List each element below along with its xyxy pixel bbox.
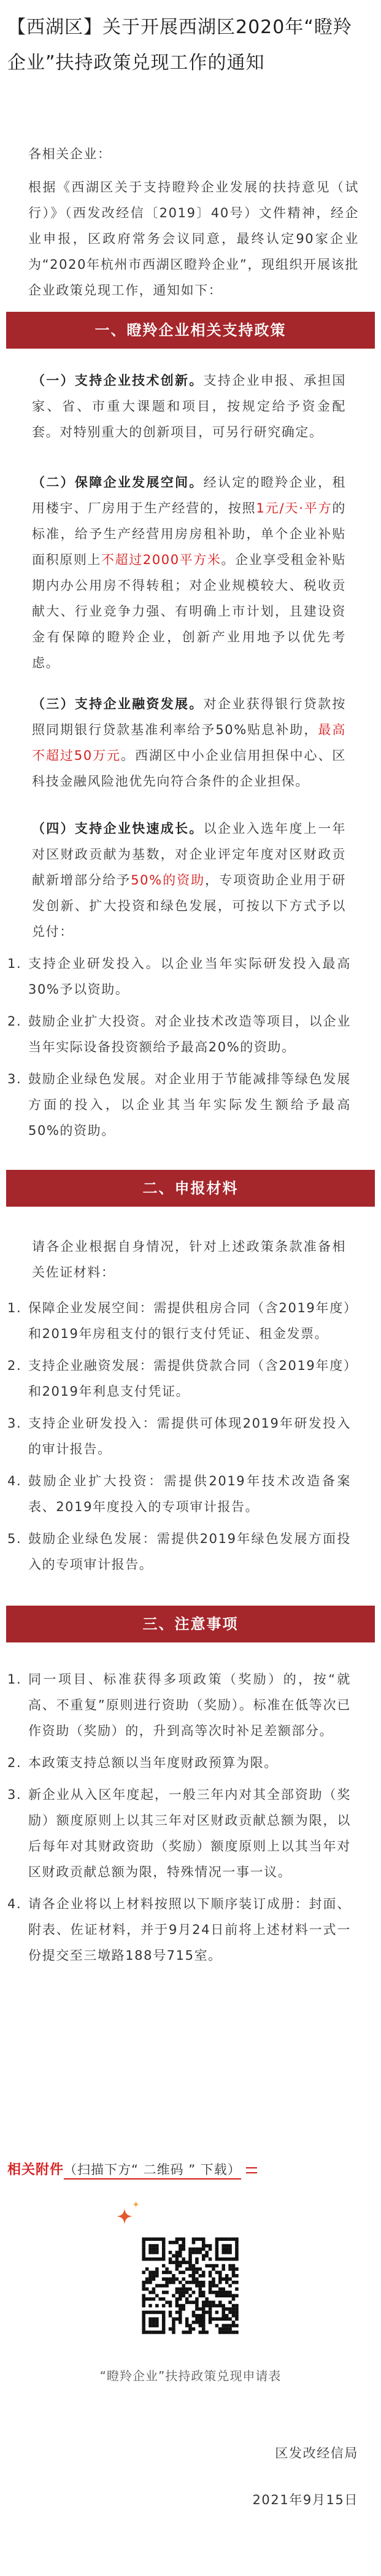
sparkle-icon [133,2201,139,2208]
policy-text: 经认定的瞪羚企业，租用楼宇、厂房用于生产经营的，按照 [32,475,346,516]
list-item [7,1295,351,1347]
policy-text: ，专项资助企业用于研发创新、扩大投资和绿色发展，可按以下方式予以兑付： [32,873,347,939]
policy-item-financing [32,691,346,794]
list-item [7,1666,351,1744]
policy-lead: （三）支持企业融资发展。 [32,697,204,711]
double-bar-decoration [246,2167,257,2173]
attachment-header [7,2157,257,2183]
list-item [7,1750,351,1776]
list-item [7,951,351,1002]
policy-text: 。企业享受租金补贴期内办公用房不得转租；对企业规模较大、税收贡献大、行业竞争力强、有明确上市计划，且建设资金有保障的瞪羚企业，创新产业用地予以优先考虑。 [32,552,347,670]
policy-item-space [32,470,346,676]
issue-date: 2021年9月15日 [252,2493,358,2507]
section-heading: 一、瞪羚企业相关支持政策 [94,322,287,339]
list-item [7,1782,351,1885]
list-item-text: 鼓励企业扩大投资：需提供2019年技术改造备案表、2019年度投入的专项审计报告。 [28,1474,351,1514]
policy-lead: （一）支持企业技术创新。 [32,373,204,388]
policy-item-innovation [32,368,346,445]
attachment-caption: “瞪羚企业”扶持政策兑现申请表 [99,2369,282,2383]
list-item-number: 2. [7,1358,22,1373]
list-item-number: 3. [7,1072,22,1086]
policy-highlight: 不超过2000平方米 [101,552,221,567]
list-item-number: 3. [7,1787,22,1802]
policy-item-growth [32,816,346,945]
section-heading: 二、申报材料 [142,1180,239,1197]
policy-highlight: 50%的资助 [131,873,206,888]
policy-highlight: 1元/天·平方 [256,501,333,516]
list-item-text: 同一项目、标准获得多项政策（奖励）的，按“就高、不重复”原则进行资助（奖励）。标准在低等次已作资助（奖励）的，升到高等次时补足差额部分。 [28,1672,351,1738]
policy-lead: （二）保障企业发展空间。 [32,475,204,490]
policy-highlight: 最高不超过50万元 [32,722,347,763]
policy-text: 的标准，给予生产经营用房房租补助，单个企业补贴面积原则上 [32,501,346,567]
list-item-number: 2. [7,1014,22,1029]
article-title: 【西湖区】关于开展西湖区2020年“瞪羚企业”扶持政策兑现工作的通知 [7,17,352,74]
section-banner-notes [6,1606,375,1642]
list-item-number: 3. [7,1416,22,1431]
list-item-text: 支持企业研发投入。以企业当年实际研发投入最高30%予以资助。 [28,956,351,997]
list-item [7,1526,351,1577]
list-item-text: 请各企业将以上材料按照以下顺序装订成册：封面、附表、佐证材料，并于9月24日前将上述材料一式一份提交至三墩路188号715室。 [28,1897,351,1963]
list-item [7,1066,351,1143]
list-item-number: 4. [7,1474,22,1488]
notes-list [7,1666,351,1968]
list-item-text: 鼓励企业绿色发展。对企业用于节能减排等绿色发展方面的投入，以企业其当年实际发生额给予最高50%的资助。 [28,1072,351,1138]
materials-list [7,1295,351,1577]
section-banner-materials [6,1170,375,1207]
attachment-hint: （扫描下方“ 二维码 ” 下载） [64,2162,241,2180]
list-item-number: 5. [7,1531,22,1546]
attachment-label: 相关附件 [7,2162,64,2178]
list-item-number: 1. [7,1672,22,1687]
policy-text: 。西湖区中小企业信用担保中心、区科技金融风险池优先向符合条件的企业担保。 [32,748,346,789]
materials-intro: 请各企业根据自身情况，针对上述政策条款准备相关佐证材料： [32,1239,346,1280]
list-item-number: 1. [7,1301,22,1315]
list-item-text: 新企业从入区年度起，一般三年内对其全部资助（奖励）额度原则上以其三年对区财政贡献总额为限，以后每年对其财政资助（奖励）额度原则上以其当年对区财政贡献总额为限，特殊情况一事一议。 [28,1787,351,1879]
intro-paragraph: 根据《西湖区关于支持瞪羚企业发展的扶持意见（试行）》（西发改经信〔2019〕40号）文件精神，经企业申报，区政府常务会议同意，最终认定90家企业为“2020年杭州市西湖区瞪羚企业”，现组织开展该批企业政策兑现工作，通知如下： [28,180,359,298]
list-item-text: 本政策支持总额以当年度财政预算为限。 [28,1755,278,1770]
growth-subsidy-list [7,951,351,1143]
list-item-text: 支持企业融资发展：需提供贷款合同（含2019年度）和2019年利息支付凭证。 [28,1358,351,1399]
policy-text: 对企业获得银行贷款按照同期银行贷款基准利率给予50%贴息补助， [32,697,346,737]
policy-text: 支持企业申报、承担国家、省、市重大课题和项目，按规定给予资金配套。对特别重大的创新项目，可另行研究确定。 [32,373,346,439]
list-item-number: 4. [7,1897,22,1911]
greeting-text: 各相关企业： [28,147,112,161]
list-item-text: 鼓励企业绿色发展：需提供2019年绿色发展方面投入的专项审计报告。 [28,1531,351,1572]
list-item-text: 保障企业发展空间：需提供租房合同（含2019年度）和2019年房租支付的银行支付凭证、租金发票。 [28,1301,351,1341]
list-item-text: 支持企业研发投入：需提供可体现2019年研发投入的审计报告。 [28,1416,351,1456]
list-item [7,1008,351,1060]
section-heading: 三、注意事项 [142,1615,239,1633]
policy-lead: （四）支持企业快速成长。 [32,821,204,836]
section-banner-policies [6,312,375,349]
list-item [7,1410,351,1462]
list-item-number: 1. [7,956,22,971]
qr-code [139,2234,242,2337]
list-item-text: 鼓励企业扩大投资。对企业技术改造等项目，以企业当年实际设备投资额给予最高20%的资助。 [28,1014,351,1054]
sparkle-icon [117,2208,133,2224]
list-item [7,1468,351,1520]
list-item [7,1353,351,1404]
list-item [7,1891,351,1968]
issuer-name: 区发改经信局 [275,2446,358,2461]
policy-text: 以企业入选年度上一年对区财政贡献为基数，对企业评定年度对区财政贡献新增部分给予 [32,821,346,888]
list-item-number: 2. [7,1755,22,1770]
